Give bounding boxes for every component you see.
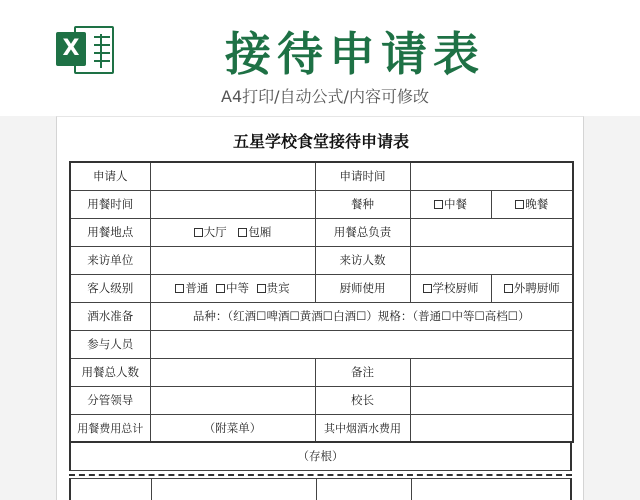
label-chef-use: 厨师使用 (315, 274, 410, 302)
attendees-field[interactable] (150, 330, 573, 358)
checkbox-icon[interactable] (175, 284, 184, 293)
table-row (70, 274, 573, 302)
option-lunch[interactable]: 中餐 (410, 190, 491, 218)
principal-field[interactable] (410, 386, 573, 414)
checkbox-icon[interactable] (423, 284, 432, 293)
table-row (70, 386, 573, 414)
option-vip[interactable]: 贵宾 (257, 281, 290, 295)
table-row (70, 246, 573, 274)
wine-prep-options[interactable]: 品种：（红酒☐啤酒☐黄酒☐白酒☐）规格：（普通☐中等☐高档☐） (150, 302, 573, 330)
stub-label: （存根） (69, 441, 572, 471)
tear-line-divider (69, 474, 572, 476)
visiting-unit-field[interactable] (150, 246, 315, 274)
applicant-field[interactable] (150, 162, 315, 190)
label-meal-time: 用餐时间 (70, 190, 150, 218)
excel-badge: X (56, 32, 86, 66)
banner-subtitle: A4打印/自动公式/内容可修改 (221, 87, 429, 106)
label-remarks: 备注 (315, 358, 410, 386)
label-wine-prep: 酒水准备 (70, 302, 150, 330)
table-row (70, 218, 573, 246)
option-school-chef[interactable]: 学校厨师 (410, 274, 491, 302)
label-visiting-unit: 来访单位 (70, 246, 150, 274)
checkbox-icon[interactable] (515, 200, 524, 209)
table-row (70, 414, 573, 442)
checkbox-icon[interactable] (238, 228, 247, 237)
option-hired-chef[interactable]: 外聘厨师 (491, 274, 573, 302)
label-meal-location: 用餐地点 (70, 218, 150, 246)
label-tobacco-cost: 其中烟酒水费用 (315, 414, 410, 442)
table-row (70, 330, 573, 358)
manager-field[interactable] (150, 386, 315, 414)
checkbox-icon[interactable] (504, 284, 513, 293)
menu-note: （附菜单） (150, 414, 315, 442)
label-meal-lead: 用餐总负责 (315, 218, 410, 246)
meal-location-options (150, 218, 315, 246)
meal-lead-field[interactable] (410, 218, 573, 246)
table-row (70, 302, 573, 330)
label-principal: 校长 (315, 386, 410, 414)
option-medium[interactable]: 中等 (216, 281, 249, 295)
option-dinner[interactable]: 晚餐 (491, 190, 573, 218)
label-visitor-count: 来访人数 (315, 246, 410, 274)
total-people-field[interactable] (150, 358, 315, 386)
apply-time-field[interactable] (410, 162, 573, 190)
checkbox-icon[interactable] (216, 284, 225, 293)
label-manager: 分管领导 (70, 386, 150, 414)
meal-time-field[interactable] (150, 190, 315, 218)
label-meal-type: 餐种 (315, 190, 410, 218)
table-row (70, 190, 573, 218)
table-row (70, 162, 573, 190)
label-total-cost: 用餐费用总计 (70, 414, 150, 442)
table-row (70, 358, 573, 386)
option-private-room[interactable]: 包厢 (238, 225, 271, 239)
guest-level-options (150, 274, 315, 302)
label-guest-level: 客人级别 (70, 274, 150, 302)
header-banner (0, 0, 640, 116)
label-attendees: 参与人员 (70, 330, 150, 358)
label-applicant: 申请人 (70, 162, 150, 190)
application-form-table (69, 161, 574, 443)
remarks-field[interactable] (410, 358, 573, 386)
label-apply-time: 申请时间 (315, 162, 410, 190)
checkbox-icon[interactable] (434, 200, 443, 209)
checkbox-icon[interactable] (194, 228, 203, 237)
label-total-people: 用餐总人数 (70, 358, 150, 386)
option-normal[interactable]: 普通 (175, 281, 208, 295)
tobacco-cost-field[interactable] (410, 414, 573, 442)
document-title: 五星学校食堂接待申请表 (232, 132, 409, 151)
stub-grid (69, 478, 572, 500)
visitor-count-field[interactable] (410, 246, 573, 274)
option-hall[interactable]: 大厅 (194, 225, 227, 239)
checkbox-icon[interactable] (257, 284, 266, 293)
banner-title: 接待申请表 (225, 27, 485, 81)
document-sheet (56, 116, 584, 500)
